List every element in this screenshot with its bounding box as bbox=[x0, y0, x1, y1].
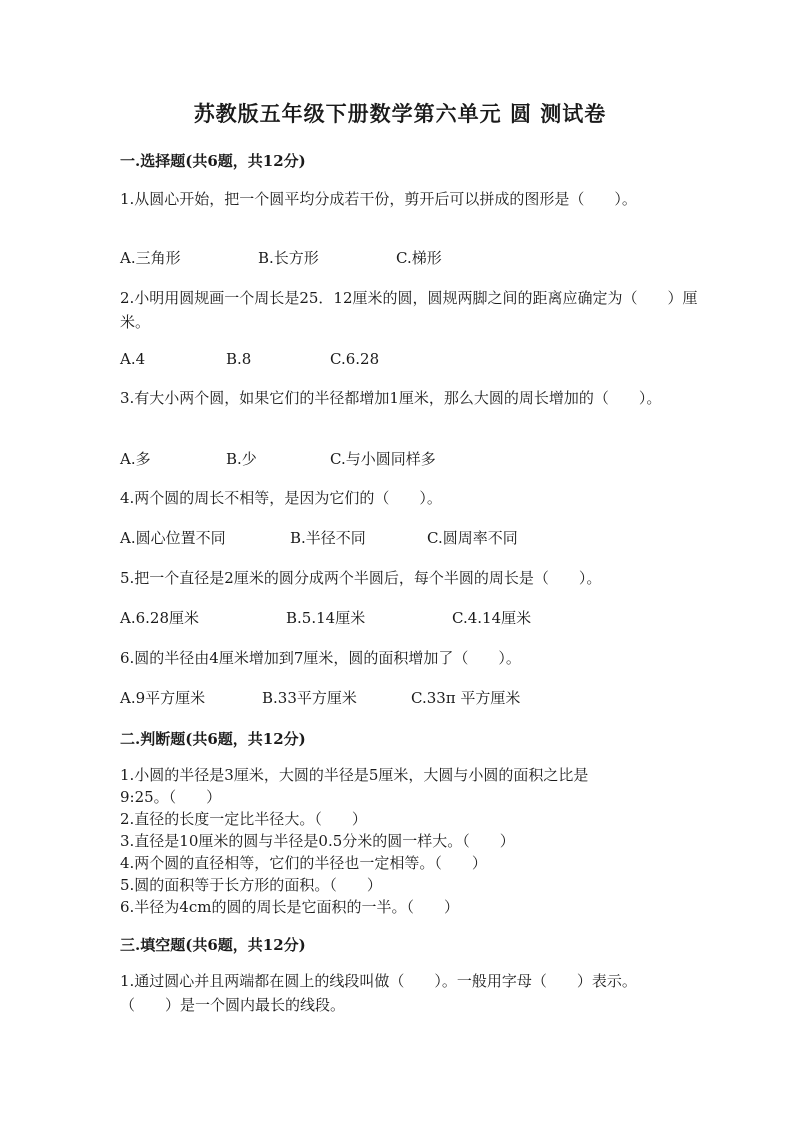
question-1-5: 5.把一个直径是2厘米的圆分成两个半圆后，每个半圆的周长是（ ）。 bbox=[120, 569, 602, 587]
q1-2-option-a: A.4 bbox=[120, 350, 146, 368]
q1-3-option-b: B.少 bbox=[226, 450, 257, 468]
judge-line-1: 1.小圆的半径是3厘米，大圆的半径是5厘米，大圆与小圆的面积之比是 bbox=[120, 766, 589, 784]
question-1-1: 1.从圆心开始，把一个圆平均分成若干份，剪开后可以拼成的图形是（ ）。 bbox=[120, 190, 637, 208]
q1-6-option-c: C.33π 平方厘米 bbox=[411, 689, 521, 707]
q1-6-option-b: B.33平方厘米 bbox=[262, 689, 357, 707]
page-title: 苏教版五年级下册数学第六单元 圆 测试卷 bbox=[193, 101, 607, 126]
question-1-4: 4.两个圆的周长不相等，是因为它们的（ ）。 bbox=[120, 489, 442, 507]
judge-line-4: 3.直径是10厘米的圆与半径是0.5分米的圆一样大。（ ） bbox=[120, 832, 515, 850]
judge-line-6: 5.圆的面积等于长方形的面积。（ ） bbox=[120, 876, 382, 894]
section-3-heading: 三.填空题(共6题，共12分) bbox=[120, 936, 306, 954]
q1-1-option-c: C.梯形 bbox=[396, 249, 442, 267]
fill-line-2: （ ）是一个圆内最长的线段。 bbox=[120, 996, 346, 1014]
judge-line-2: 9:25。（ ） bbox=[120, 788, 222, 806]
judge-line-7: 6.半径为4cm的圆的周长是它面积的一半。（ ） bbox=[120, 898, 459, 916]
q1-2-option-b: B.8 bbox=[226, 350, 252, 368]
question-1-2: 2.小明用圆规画一个周长是25．12厘米的圆，圆规两脚之间的距离应确定为（ ）厘米。 bbox=[120, 289, 698, 331]
fill-line-1: 1.通过圆心并且两端都在圆上的线段叫做（ ）。一般用字母（ ）表示。 bbox=[120, 972, 637, 990]
judge-line-5: 4.两个圆的直径相等，它们的半径也一定相等。（ ） bbox=[120, 854, 487, 872]
section-1-heading: 一.选择题(共6题，共12分) bbox=[120, 152, 306, 170]
judge-line-3: 2.直径的长度一定比半径大。（ ） bbox=[120, 810, 367, 828]
q1-4-option-b: B.半径不同 bbox=[290, 529, 366, 547]
q1-4-option-c: C.圆周率不同 bbox=[427, 529, 518, 547]
question-1-3: 3.有大小两个圆，如果它们的半径都增加1厘米，那么大圆的周长增加的（ ）。 bbox=[120, 389, 662, 407]
q1-5-option-b: B.5.14厘米 bbox=[286, 609, 366, 627]
question-1-6: 6.圆的半径由4厘米增加到7厘米，圆的面积增加了（ ）。 bbox=[120, 649, 521, 667]
q1-1-option-a: A.三角形 bbox=[120, 249, 181, 267]
q1-1-option-b: B.长方形 bbox=[258, 249, 319, 267]
section-2-heading: 二.判断题(共6题，共12分) bbox=[120, 730, 306, 748]
q1-2-option-c: C.6.28 bbox=[330, 350, 380, 368]
q1-5-option-a: A.6.28厘米 bbox=[120, 609, 199, 627]
q1-5-option-c: C.4.14厘米 bbox=[452, 609, 532, 627]
q1-3-option-c: C.与小圆同样多 bbox=[330, 450, 436, 468]
q1-3-option-a: A.多 bbox=[120, 450, 151, 468]
q1-6-option-a: A.9平方厘米 bbox=[120, 689, 206, 707]
q1-4-option-a: A.圆心位置不同 bbox=[120, 529, 226, 547]
